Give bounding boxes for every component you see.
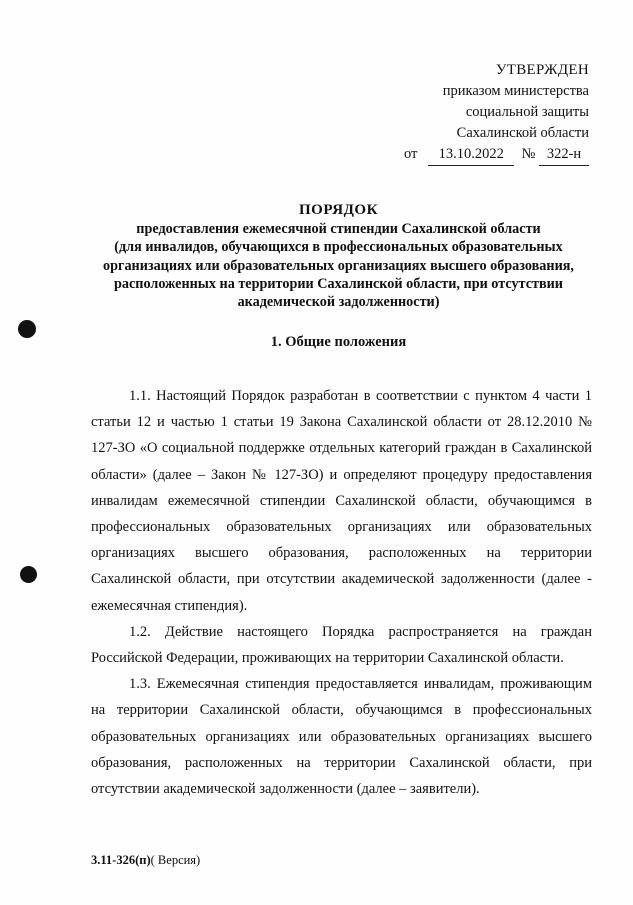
subtitle-line: организациях или образовательных организациях высшего образования, [103, 257, 574, 274]
footer-code: 3.11-326(п) [91, 853, 151, 867]
footer-document-code [91, 853, 200, 868]
number-label: № [521, 146, 536, 162]
from-label: от [404, 146, 418, 162]
subtitle-line: расположенных на территории Сахалинской области, при отсутствии [114, 275, 563, 292]
approval-line: социальной защиты [465, 104, 589, 120]
punch-hole-mark [20, 566, 37, 583]
approval-line: Сахалинской области [456, 125, 589, 141]
approval-line: приказом министерства [442, 83, 589, 99]
document-body [91, 383, 592, 802]
section-heading: 1. Общие положения [270, 334, 407, 350]
paragraph-1-2: 1.2. Действие настоящего Порядка распространяется на граждан Российской Федерации, проживающих на территории Сахалинской области. [91, 623, 592, 667]
document-subtitle [86, 220, 591, 311]
paragraph-1-3: 1.3. Ежемесячная стипендия предоставляется инвалидам, проживающим на территории Сахалинской области, обучающимся в профессиональных образовательных организациях или образовательных организациях высшего образования, расположенных на территории Сахалинской области, при отсутствии академической задолженности (далее – заявители). [91, 676, 592, 798]
footer-version: ( Версия) [150, 853, 201, 867]
subtitle-line: академической задолженности) [237, 294, 440, 311]
punch-hole-mark [18, 320, 36, 338]
subtitle-line: предоставления ежемесячной стипендии Сахалинской области [136, 221, 541, 237]
document-title-block [86, 200, 591, 311]
order-date: 13.10.2022 [428, 144, 514, 166]
order-number: 322-н [539, 144, 589, 166]
paragraph-1-1: 1.1. Настоящий Порядок разработан в соответствии с пунктом 4 части 1 статьи 12 и частью 1 статьи 19 Закона Сахалинской области от 28.12.2010 № 127-ЗО «О социальной поддержке отдельных категорий граждан в Сахалинской области» (далее – Закон № 127-ЗО) и определяют процедуру предоставления инвалидам ежемесячной стипендии Сахалинской области, обучающимся в профессиональных образовательных организациях или образовательных организациях высшего образования, расположенных на территории Сахалинской области, при отсутствии академической задолженности (далее - ежемесячная стипендия). [91, 388, 592, 614]
approval-stamp [289, 60, 589, 166]
approval-title: УТВЕРЖДЕН [495, 62, 589, 78]
order-reference [289, 144, 589, 166]
subtitle-line: (для инвалидов, обучающихся в профессиональных образовательных [114, 239, 563, 256]
document-title: ПОРЯДОК [299, 202, 378, 218]
